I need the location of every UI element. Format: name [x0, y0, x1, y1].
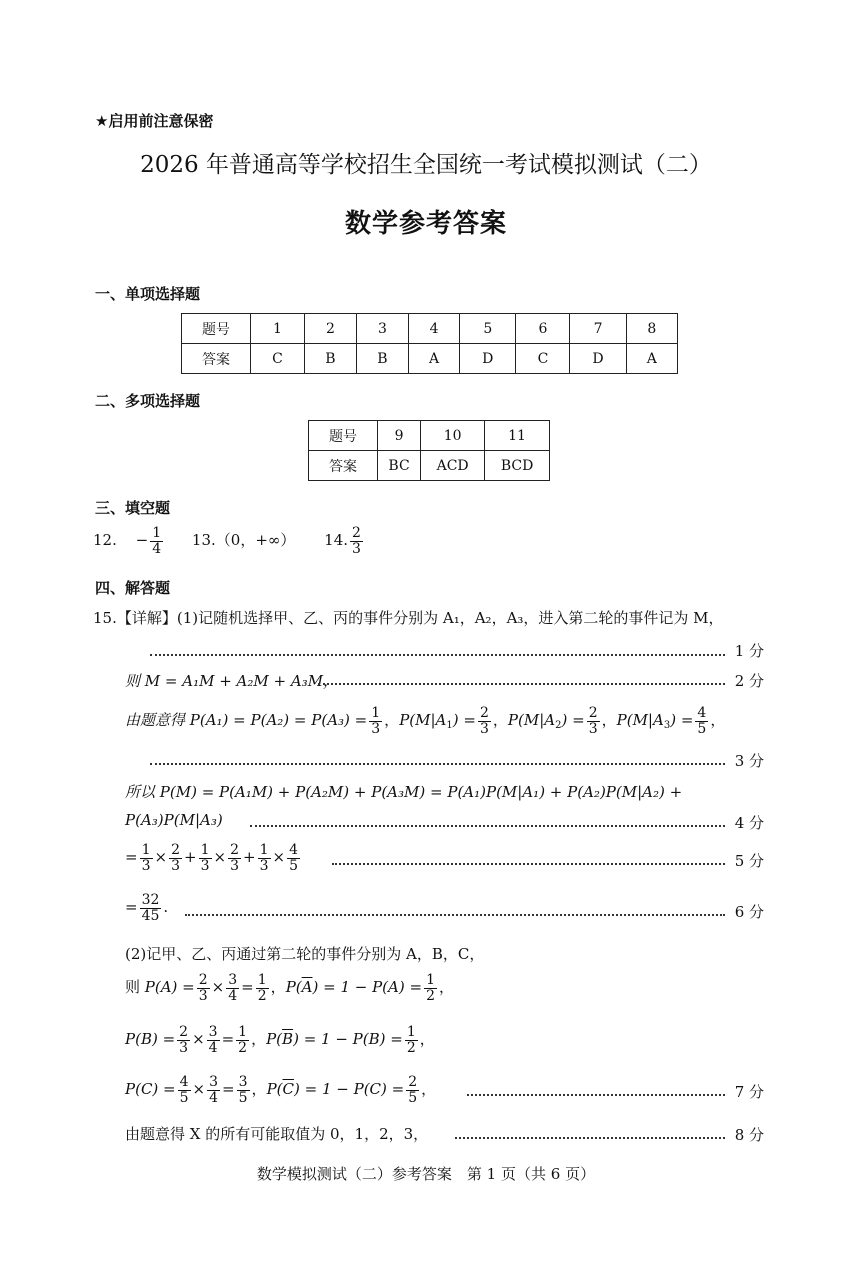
fill-answers — [93, 526, 365, 556]
table-cell: 2 — [304, 314, 356, 344]
q14-fraction: $\frac{2}{3}$ — [352, 525, 361, 557]
score-label: 6 分 — [734, 903, 764, 921]
table-cell: 10 — [421, 421, 485, 451]
score-label: 2 分 — [734, 672, 764, 690]
score-label: 3 分 — [734, 752, 764, 770]
dot-leader — [250, 825, 725, 827]
dot-leader — [185, 914, 725, 916]
table-cell: 5 — [460, 314, 516, 344]
table-cell: D — [570, 344, 626, 374]
table-cell: A — [408, 344, 459, 374]
solution-part-2: (2)记甲、乙、丙通过第二轮的事件分别为 A，B，C， — [125, 945, 485, 963]
score-label: 7 分 — [734, 1083, 764, 1101]
table-cell: 题号 — [309, 421, 378, 451]
solution-line-7: = $\frac{1}{3}$ × $\frac{2}{3}$ + $\frac{1}{3}$ × $\frac{2}{3}$ + $\frac{1}{3}$ × $\frac{4}{5}$ — [125, 842, 298, 874]
confidential-notice: ★启用前注意保密 — [95, 112, 214, 130]
table-cell: 答案 — [309, 451, 378, 481]
solution-line-3: 由题意得 P(A₁) = P(A₂) = P(A₃) = $\frac{1}{3}$ ，$P(M|A_1)$ = $\frac{2}{3}$ ，$P(M|A_2)$ = $\frac{2}{3}$ ，$P(M|A_3)$ = $\frac{4}{5}$ ， — [125, 705, 726, 737]
table-cell: C — [251, 344, 305, 374]
table-cell: ACD — [421, 451, 485, 481]
score-label: 4 分 — [734, 814, 764, 832]
dot-leader — [318, 683, 725, 685]
solution-line-5: 所以 P(M) = P(A₁M) + P(A₂M) + P(A₃M) = P(A₁)P(M|A₁) + P(A₂)P(M|A₂) + — [125, 783, 683, 801]
table-cell: 8 — [626, 314, 677, 344]
section-heading-4: 四、解答题 — [95, 579, 171, 597]
table-row — [182, 344, 678, 374]
table-cell: 9 — [378, 421, 421, 451]
exam-title: 2026 年普通高等学校招生全国统一考试模拟测试（二） — [140, 152, 712, 178]
q12-label: 12. — [93, 531, 117, 550]
solution-line-pc: P(C) = $\frac{4}{5}$ × $\frac{3}{4}$ = $\frac{3}{5}$ ，$P(\overline{C}) = 1 - P(C)$ = $\frac{2}{5}$ ， — [125, 1074, 437, 1106]
table-cell: BCD — [485, 451, 550, 481]
q12-fraction: $\frac{1}{4}$ — [152, 525, 162, 557]
table-cell: C — [516, 344, 570, 374]
table-row — [182, 314, 678, 344]
table-cell: B — [304, 344, 356, 374]
score-label: 1 分 — [734, 642, 764, 660]
table-row — [309, 421, 550, 451]
score-label: 8 分 — [734, 1126, 764, 1144]
dot-leader — [150, 763, 725, 765]
table-cell: 题号 — [182, 314, 251, 344]
table-cell: 3 — [356, 314, 408, 344]
table-cell: 1 — [251, 314, 305, 344]
page-title: 数学参考答案 — [344, 209, 507, 239]
dot-leader — [455, 1137, 725, 1139]
solution-line-6: P(A₃)P(M|A₃) — [125, 811, 223, 829]
dot-leader — [332, 863, 725, 865]
q12-sign: − — [135, 531, 149, 550]
solution-line-last: 由题意得 X 的所有可能取值为 0，1，2，3， — [125, 1125, 429, 1143]
table-cell: 答案 — [182, 344, 251, 374]
solution-line-pa: 则 P(A) = $\frac{2}{3}$ × $\frac{3}{4}$ = $\frac{1}{2}$ ，$P(\overline{A}) = 1 - P(A)$ = $\frac{1}{2}$ ， — [125, 972, 454, 1004]
section-heading-3: 三、填空题 — [95, 499, 171, 517]
table-cell: BC — [378, 451, 421, 481]
table-cell: 11 — [485, 421, 550, 451]
answer-table-single — [181, 313, 678, 374]
solution-line-2: 则 M = A₁M + A₂M + A₃M， — [125, 672, 339, 690]
table-cell: 4 — [408, 314, 459, 344]
q14-label: 14. — [324, 531, 349, 550]
page-footer: 数学模拟测试（二）参考答案 第 1 页（共 6 页） — [256, 1165, 596, 1183]
dot-leader — [467, 1094, 725, 1096]
table-cell: 7 — [570, 314, 626, 344]
section-heading-2: 二、多项选择题 — [95, 392, 201, 410]
section-heading-1: 一、单项选择题 — [95, 285, 201, 303]
table-cell: B — [356, 344, 408, 374]
table-cell: 6 — [516, 314, 570, 344]
table-row — [309, 451, 550, 481]
q13-answer: 13.（0，+∞） — [191, 531, 296, 550]
dot-leader — [150, 654, 725, 656]
table-cell: D — [460, 344, 516, 374]
answer-table-multiple — [308, 420, 550, 481]
q15-intro: 15.【详解】(1)记随机选择甲、乙、丙的事件分别为 A₁，A₂，A₃，进入第二轮的事件记为 M， — [93, 609, 724, 627]
solution-line-8: = $\frac{32}{45}$ . — [125, 892, 169, 924]
table-cell: A — [626, 344, 677, 374]
solution-line-pb: P(B) = $\frac{2}{3}$ × $\frac{3}{4}$ = $\frac{1}{2}$ ，$P(\overline{B}) = 1 - P(B)$ = $\frac{1}{2}$ ， — [125, 1024, 435, 1056]
score-label: 5 分 — [734, 852, 764, 870]
